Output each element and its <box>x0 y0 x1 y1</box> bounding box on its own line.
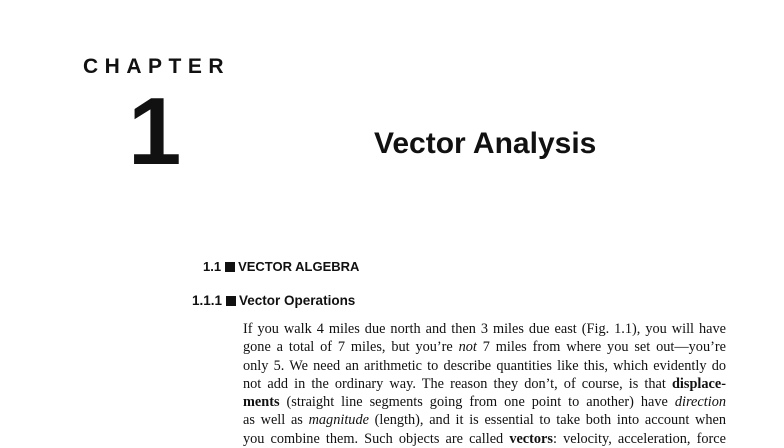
paragraph-line <box>243 357 726 375</box>
paragraph-line <box>243 411 726 429</box>
body-paragraph <box>243 320 726 448</box>
text-run: : velocity, acceleration, force <box>552 430 726 447</box>
emphasis-text: not <box>458 339 477 356</box>
text-run: gone a total of 7 miles, but you’re <box>243 339 459 356</box>
chapter-number: 1 <box>128 78 180 185</box>
paragraph-line <box>243 338 726 356</box>
paragraph-line <box>243 320 726 338</box>
square-bullet-icon <box>225 262 235 272</box>
paragraph-line <box>243 393 726 411</box>
bold-term: vectors <box>509 430 553 447</box>
text-run: only 5. We need an arithmetic to describe quantities like this, which evidently do <box>243 357 726 374</box>
text-run: not add in the ordinary way. The reason they don’t, of course, is that <box>243 375 672 392</box>
chapter-title: Vector Analysis <box>374 127 597 160</box>
bold-term: ments <box>243 394 280 411</box>
section-title: VECTOR ALGEBRA <box>238 259 360 274</box>
section-heading <box>203 260 359 273</box>
square-bullet-icon <box>226 296 236 306</box>
text-run: If you walk 4 miles due north and then 3 miles due east (Fig. 1.1), you will have <box>243 321 726 337</box>
bold-term: displace- <box>671 375 726 392</box>
section-number: 1.1 <box>203 259 222 274</box>
subsection-title: Vector Operations <box>239 293 356 308</box>
text-run: (length), and it is essential to take both into account when <box>368 412 726 429</box>
text-run: (straight line segments going from one point to another) have <box>279 394 675 411</box>
paragraph-line <box>243 375 726 393</box>
text-run: 7 miles from where you set out—you’re <box>476 339 726 356</box>
emphasis-text: magnitude <box>308 412 369 429</box>
chapter-label: CHAPTER <box>83 55 231 78</box>
subsection-number: 1.1.1 <box>192 293 223 308</box>
emphasis-text: direction <box>674 394 726 411</box>
subsection-heading <box>192 294 355 308</box>
paragraph-line <box>243 430 726 448</box>
text-run: you combine them. Such objects are called <box>243 430 510 447</box>
text-run: as well as <box>243 412 309 429</box>
